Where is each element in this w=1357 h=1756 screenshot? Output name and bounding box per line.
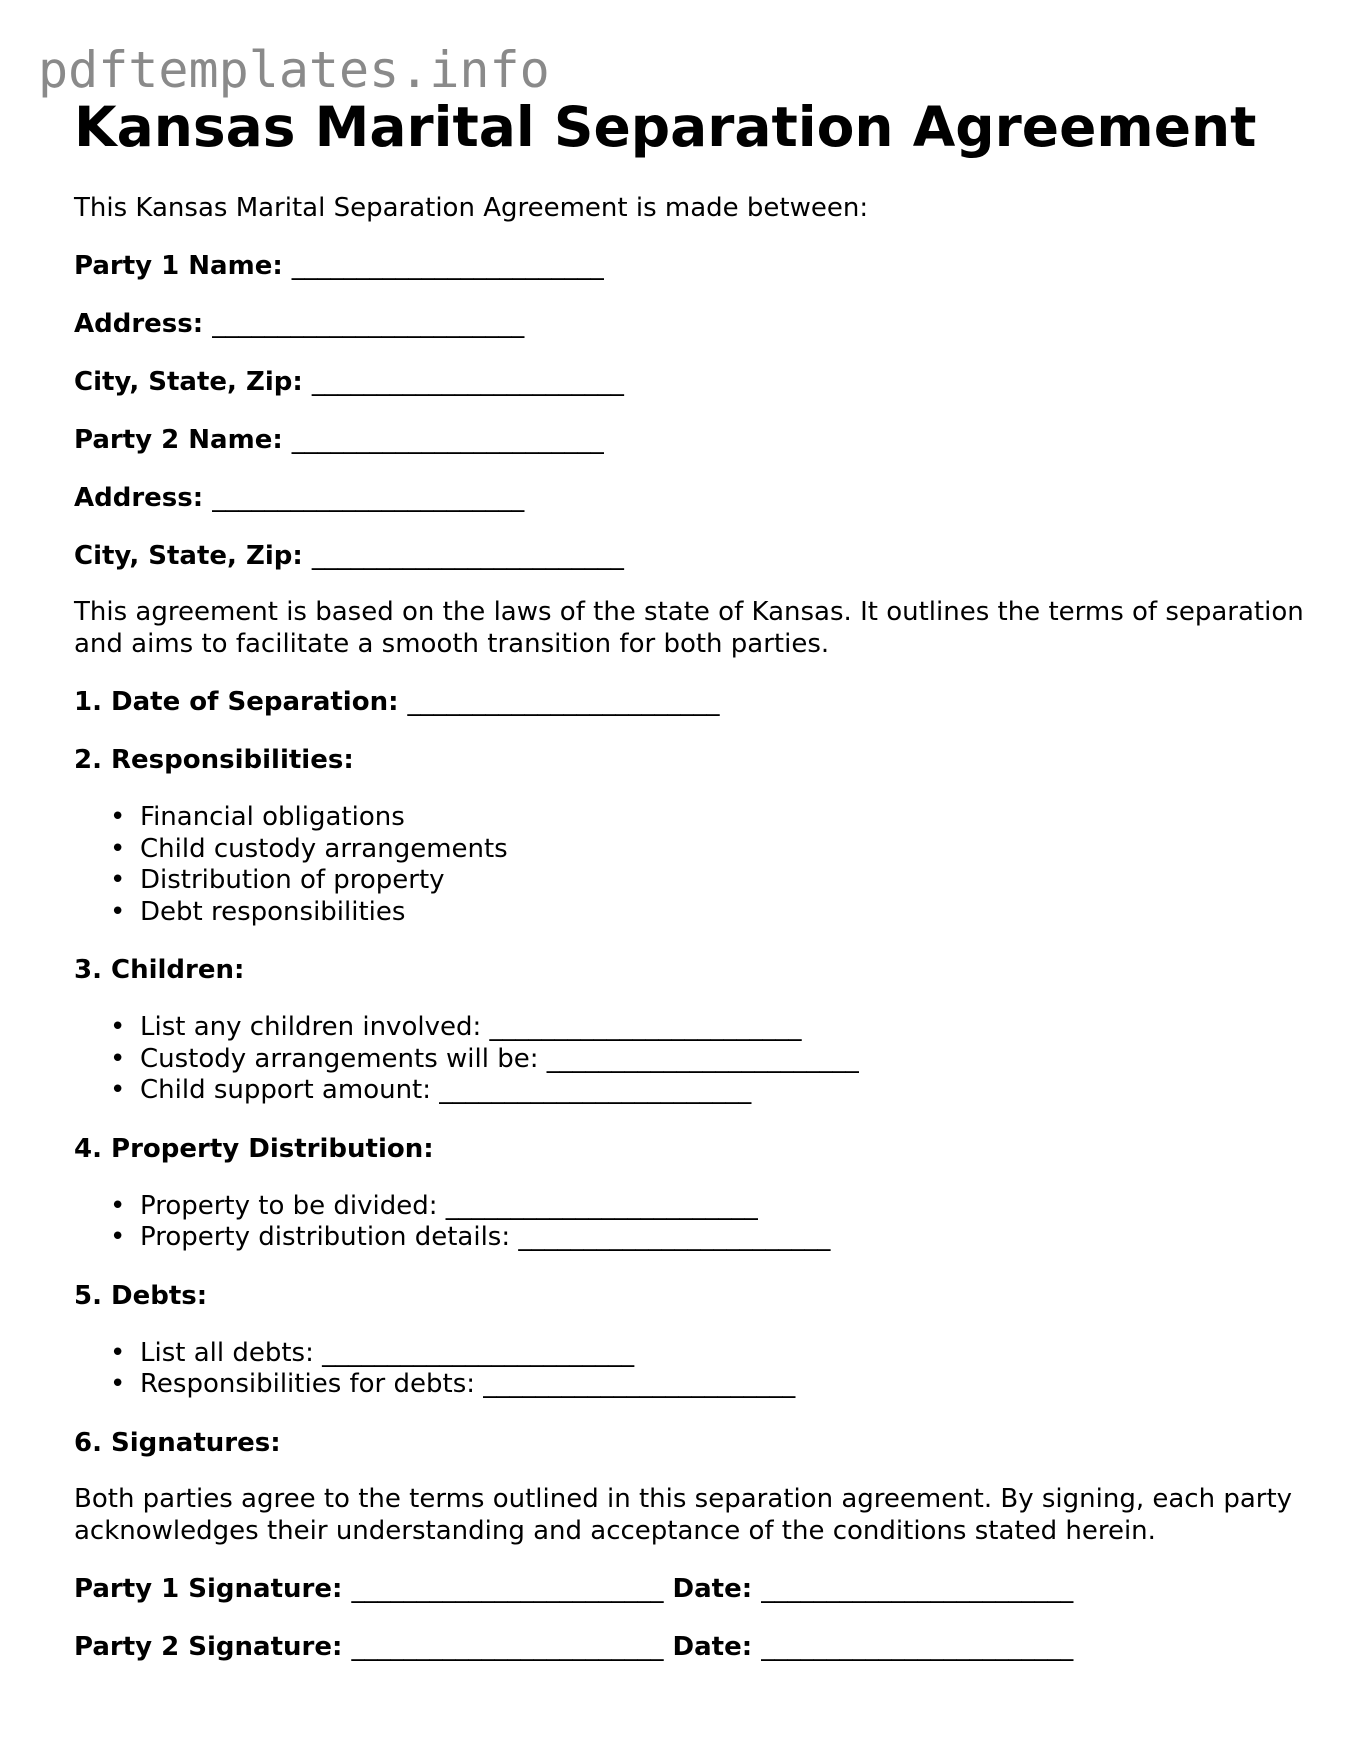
- children-involved-blank[interactable]: ________________________: [489, 1012, 802, 1042]
- signature-label: Party 1 Signature:: [74, 1573, 343, 1604]
- list-item: • Child support amount: ________________________: [110, 1075, 752, 1105]
- bullet-icon: •: [110, 1075, 126, 1105]
- party2-signature-blank[interactable]: ________________________: [351, 1631, 664, 1662]
- property-details-blank[interactable]: ________________________: [518, 1222, 831, 1252]
- property-divided-blank[interactable]: ________________________: [445, 1190, 758, 1221]
- section-children: [74, 954, 1304, 986]
- section-date-of-separation: [74, 686, 1304, 718]
- party2-city-field: [74, 540, 1304, 572]
- signatures-paragraph: Both parties agree to the terms outlined in this separation agreement. By signing, each party acknowledges their understanding and acceptance of the conditions stated herein.: [74, 1483, 1293, 1546]
- date-label: Date:: [672, 1631, 753, 1662]
- section-label: 2. Responsibilities:: [74, 745, 354, 775]
- section-label: 1. Date of Separation:: [74, 687, 399, 717]
- field-label: City, State, Zip:: [74, 541, 303, 571]
- bullet-icon: •: [110, 802, 126, 832]
- bullet-icon: •: [110, 896, 126, 927]
- property-list: [74, 1191, 1304, 1254]
- list-item: • Financial obligations: [110, 802, 405, 832]
- children-list: [74, 1012, 1304, 1107]
- party2-name-field: [74, 424, 1304, 456]
- party1-signature-blank[interactable]: ________________________: [351, 1573, 664, 1604]
- field-label: Address:: [74, 483, 204, 513]
- bullet-icon: •: [110, 865, 126, 895]
- party1-name-field: [74, 250, 1304, 282]
- date-label: Date:: [672, 1573, 753, 1604]
- party1-city-blank[interactable]: ________________________: [311, 367, 624, 397]
- section-debts: [74, 1280, 1304, 1312]
- bullet-icon: •: [110, 1337, 126, 1368]
- list-item: • Property distribution details: ________________________: [110, 1222, 831, 1252]
- section-responsibilities: [74, 744, 1304, 776]
- bullet-icon: •: [110, 833, 126, 864]
- bullet-icon: •: [110, 1222, 126, 1252]
- debts-list: [74, 1338, 1304, 1401]
- responsibilities-list: [74, 802, 1304, 928]
- field-label: Party 2 Name:: [74, 425, 283, 455]
- section-label: 3. Children:: [74, 955, 245, 985]
- custody-arrangements-blank[interactable]: ________________________: [546, 1043, 859, 1074]
- section-label: 5. Debts:: [74, 1280, 208, 1311]
- list-item: • Custody arrangements will be: ________________________: [110, 1043, 859, 1074]
- list-item: • Debt responsibilities: [110, 896, 406, 927]
- field-label: City, State, Zip:: [74, 367, 303, 397]
- date-of-separation-blank[interactable]: ________________________: [407, 687, 720, 717]
- party1-address-field: [74, 308, 1304, 340]
- list-debts-blank[interactable]: ________________________: [322, 1337, 635, 1368]
- bullet-icon: •: [110, 1369, 126, 1399]
- field-label: Party 1 Name:: [74, 251, 283, 281]
- list-item: • Distribution of property: [110, 865, 445, 895]
- list-item: • List all debts: ________________________: [110, 1337, 635, 1368]
- section-property-distribution: [74, 1133, 1304, 1165]
- party2-name-blank[interactable]: ________________________: [291, 425, 604, 455]
- intro-text: This Kansas Marital Separation Agreement is made between:: [74, 193, 869, 223]
- party1-city-field: [74, 366, 1304, 398]
- section-signatures: [74, 1427, 1304, 1459]
- list-item: • List any children involved: ________________________: [110, 1012, 802, 1042]
- bullet-icon: •: [110, 1012, 126, 1042]
- party1-address-blank[interactable]: ________________________: [212, 309, 525, 339]
- page-title: Kansas Marital Separation Agreement: [74, 95, 1257, 159]
- child-support-blank[interactable]: ________________________: [439, 1075, 752, 1105]
- party2-city-blank[interactable]: ________________________: [311, 541, 624, 571]
- section-label: 4. Property Distribution:: [74, 1133, 434, 1164]
- debt-responsibilities-blank[interactable]: ________________________: [483, 1369, 796, 1399]
- bullet-icon: •: [110, 1043, 126, 1074]
- basis-paragraph: This agreement is based on the laws of the state of Kansas. It outlines the terms of separation and aims to facilitate a smooth transition for both parties.: [74, 597, 1304, 659]
- party1-signature-row: [74, 1573, 1304, 1605]
- field-label: Address:: [74, 309, 204, 339]
- party2-signature-row: [74, 1631, 1304, 1663]
- bullet-icon: •: [110, 1190, 126, 1221]
- party1-date-blank[interactable]: ________________________: [761, 1573, 1074, 1604]
- section-label: 6. Signatures:: [74, 1427, 281, 1458]
- party2-date-blank[interactable]: ________________________: [761, 1631, 1074, 1662]
- list-item: • Property to be divided: ________________________: [110, 1190, 758, 1221]
- document-page: [74, 90, 1304, 1663]
- watermark: pdftemplates.info: [38, 41, 550, 99]
- list-item: • Child custody arrangements: [110, 833, 508, 864]
- party2-address-field: [74, 482, 1304, 514]
- party2-address-blank[interactable]: ________________________: [212, 483, 525, 513]
- party1-name-blank[interactable]: ________________________: [291, 251, 604, 281]
- list-item: • Responsibilities for debts: ________________________: [110, 1369, 796, 1399]
- signature-label: Party 2 Signature:: [74, 1631, 343, 1662]
